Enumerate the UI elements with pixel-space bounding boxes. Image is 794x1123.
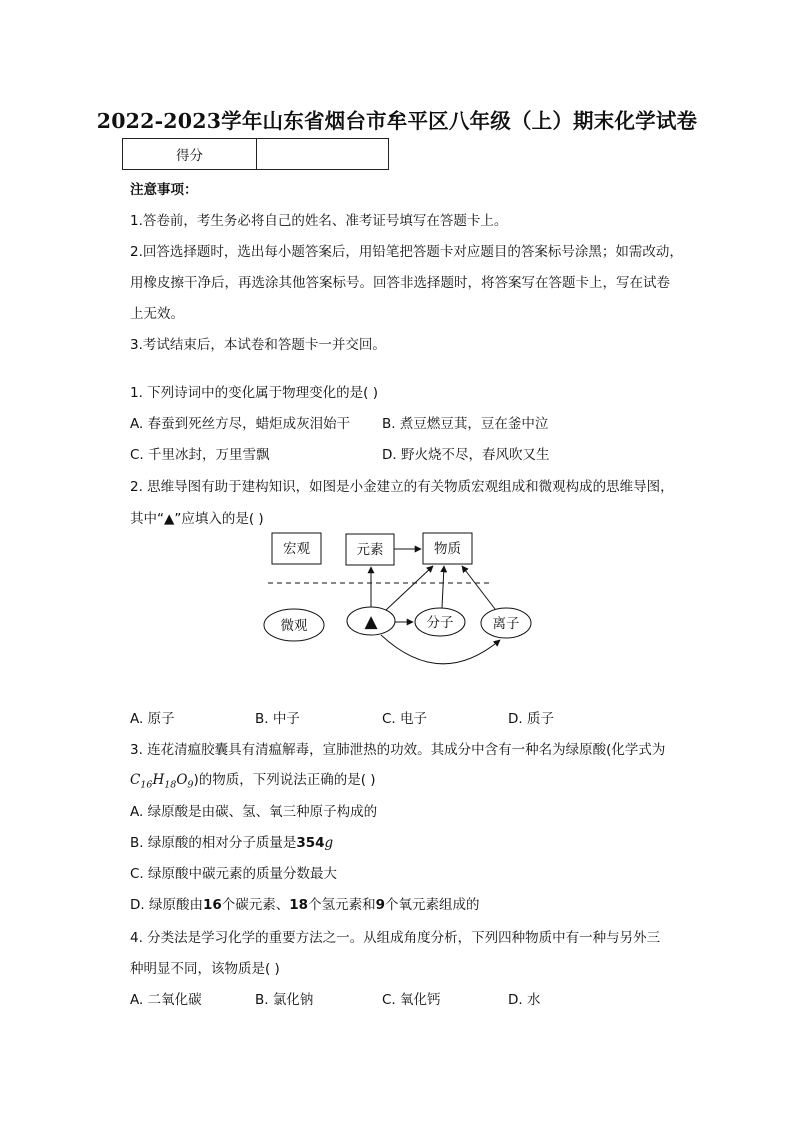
exam-title: 2022-2023学年山东省烟台市牟平区八年级（上）期末化学试卷	[96, 109, 698, 133]
q3-option-a: A. 绿原酸是由碳、氢、氧三种原子构成的	[130, 804, 378, 820]
q2-option-d: D. 质子	[508, 711, 554, 727]
q2-option-c: C. 电子	[382, 711, 428, 727]
q2-option-b: B. 中子	[255, 711, 300, 727]
q3-option-d: D. 绿原酸由16个碳元素、18个氢元素和9个氧元素组成的	[130, 897, 480, 913]
element-label: 元素	[356, 542, 384, 558]
substance-label: 物质	[434, 541, 461, 557]
q3-stem-line1: 3. 连花清瘟胶囊具有清瘟解毒，宣肺泄热的功效。其成分中含有一种名为绿原酸(化学式为	[130, 742, 666, 758]
q2-option-a: A. 原子	[130, 711, 175, 727]
q4-option-b: B. 氯化钠	[255, 992, 314, 1008]
q3-option-b: B. 绿原酸的相对分子质量是354g	[130, 835, 334, 851]
q2-stem-line1: 2. 思维导图有助于建构知识，如图是小金建立的有关物质宏观组成和微观构成的思维导图，	[130, 479, 674, 495]
notice-line: 用橡皮擦干净后，再选涂其他答案标号。回答非选择题时，将答案写在答题卡上，写在试卷	[130, 275, 670, 291]
micro-label: 微观	[280, 618, 308, 634]
molecule-label: 分子	[426, 615, 454, 631]
macro-label: 宏观	[283, 541, 310, 557]
chemical-formula: $C_{16}H_{18}O_9$	[130, 772, 194, 791]
q3-stem-line2: $C_{16}H_{18}O_9$)的物质，下列说法正确的是( )	[130, 772, 376, 791]
q3-option-c: C. 绿原酸中碳元素的质量分数最大	[130, 866, 338, 882]
q4-option-c: C. 氧化钙	[382, 992, 441, 1008]
q4-stem-line1: 4. 分类法是学习化学的重要方法之一。从组成角度分析，下列四种物质中有一种与另外三	[130, 930, 661, 946]
notice-line: 2.回答选择题时，选出每小题答案后，用铅笔把答题卡对应题目的答案标号涂黑；如需改动，	[130, 244, 683, 260]
q1-stem: 1. 下列诗词中的变化属于物理变化的是( )	[130, 385, 378, 401]
notice-heading: 注意事项：	[130, 182, 198, 198]
arrow-triangle-to-ion	[381, 635, 500, 664]
notice-line: 上无效。	[130, 306, 184, 322]
triangle-icon: ▲	[364, 612, 378, 632]
arrow-triangle-to-substance	[386, 566, 433, 610]
arrow-molecule-to-substance	[442, 566, 444, 608]
q4-option-a: A. 二氧化碳	[130, 992, 202, 1008]
q1-option-c: C. 千里冰封，万里雪飘	[130, 447, 270, 463]
q2-stem-line2: 其中“▲”应填入的是( )	[130, 511, 264, 527]
q1-option-b: B. 煮豆燃豆萁，豆在釜中泣	[382, 416, 549, 432]
q1-option-a: A. 春蚕到死丝方尽，蜡炬成灰泪始干	[130, 416, 351, 432]
arrow-ion-to-substance	[462, 566, 495, 609]
ion-label: 离子	[492, 616, 520, 632]
score-label: 得分	[123, 139, 257, 170]
q4-stem-line2: 种明显不同，该物质是( )	[130, 961, 280, 977]
notice-line: 1.答卷前，考生务必将自己的姓名、准考证号填写在答题卡上。	[130, 213, 508, 229]
notice-line: 3.考试结束后，本试卷和答题卡一并交回。	[130, 337, 386, 353]
q4-option-d: D. 水	[508, 992, 541, 1008]
q1-option-d: D. 野火烧不尽，春风吹又生	[382, 447, 550, 463]
